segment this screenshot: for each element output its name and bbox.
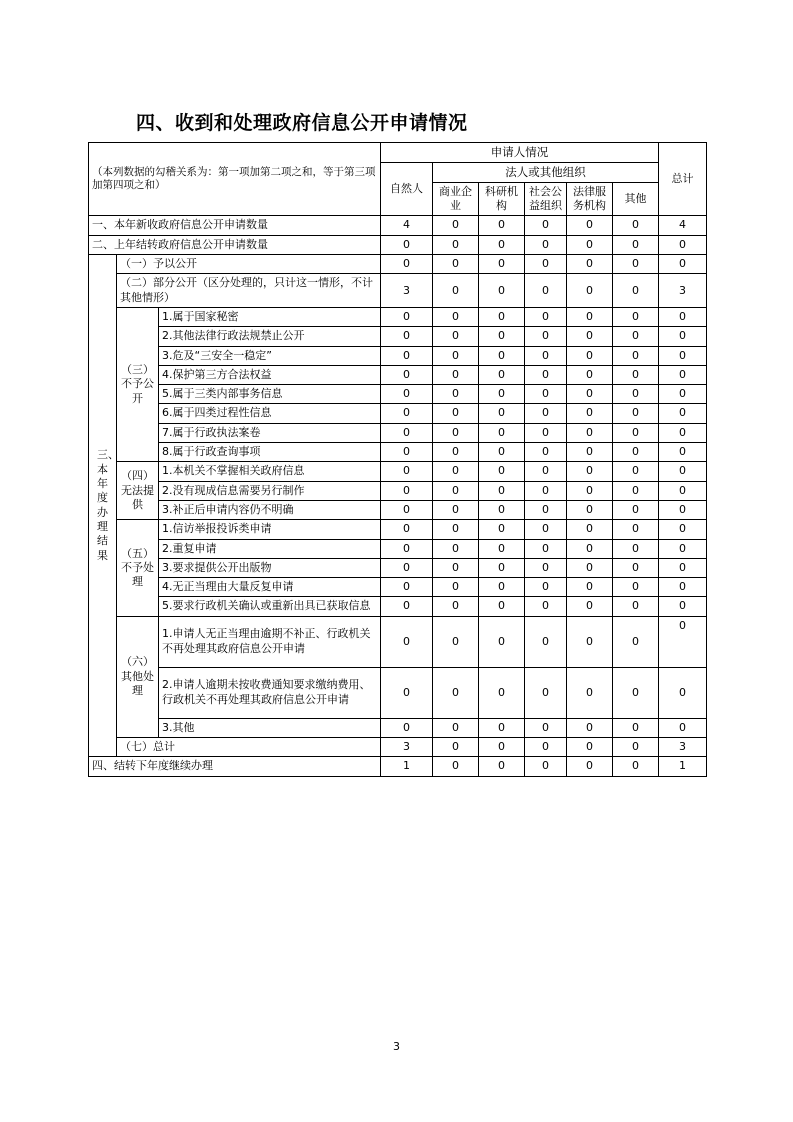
cell: 0 <box>381 385 433 404</box>
cell: 0 <box>433 578 479 597</box>
cell: 0 <box>525 385 567 404</box>
cell: 0 <box>381 462 433 481</box>
cell: 3 <box>659 274 707 308</box>
row-label-2: 二、上年结转政府信息公开申请数量 <box>89 235 381 254</box>
cell: 0 <box>525 500 567 519</box>
cell: 0 <box>381 539 433 558</box>
cell: 0 <box>433 443 479 462</box>
cell: 0 <box>433 235 479 254</box>
cell: 0 <box>479 597 525 616</box>
cell: 0 <box>479 327 525 346</box>
cell: 0 <box>479 235 525 254</box>
cell: 0 <box>613 346 659 365</box>
header-total: 总计 <box>659 143 707 216</box>
cell: 0 <box>659 404 707 423</box>
cell: 3 <box>381 274 433 308</box>
cell: 0 <box>659 327 707 346</box>
cell: 0 <box>381 558 433 577</box>
cell: 0 <box>613 423 659 442</box>
table-row <box>89 404 707 423</box>
group-label-3: （三）不予公开 <box>117 307 159 461</box>
table-row <box>89 500 707 519</box>
cell: 0 <box>567 346 613 365</box>
cell: 0 <box>525 216 567 235</box>
cell: 0 <box>567 385 613 404</box>
cell: 0 <box>525 667 567 718</box>
cell: 0 <box>525 718 567 737</box>
cell: 0 <box>381 578 433 597</box>
cell: 0 <box>613 757 659 776</box>
table-row <box>89 327 707 346</box>
cell: 0 <box>433 385 479 404</box>
row-label-5: 1.属于国家秘密 <box>159 307 381 326</box>
header-col-public-welfare: 社会公益组织 <box>525 182 567 216</box>
cell: 0 <box>479 365 525 384</box>
cell: 0 <box>613 616 659 667</box>
group-label-6: （六）其他处理 <box>117 616 159 737</box>
cell: 0 <box>525 757 567 776</box>
cell: 0 <box>659 423 707 442</box>
cell: 0 <box>659 597 707 616</box>
cell: 0 <box>567 462 613 481</box>
cell: 0 <box>659 578 707 597</box>
table-row <box>89 757 707 776</box>
cell: 0 <box>613 365 659 384</box>
table-row <box>89 597 707 616</box>
cell: 0 <box>613 539 659 558</box>
table-row <box>89 738 707 757</box>
page-title: 四、收到和处理政府信息公开申请情况 <box>136 112 468 134</box>
cell: 0 <box>433 539 479 558</box>
row-label-7: 3.危及“三安全一稳定” <box>159 346 381 365</box>
cell: 0 <box>433 327 479 346</box>
cell: 0 <box>479 558 525 577</box>
cell: 0 <box>567 539 613 558</box>
cell: 0 <box>567 597 613 616</box>
cell: 4 <box>659 216 707 235</box>
cell: 0 <box>659 307 707 326</box>
cell: 0 <box>567 216 613 235</box>
cell: 0 <box>525 597 567 616</box>
cell: 0 <box>381 667 433 718</box>
cell: 0 <box>479 578 525 597</box>
row-label-17: 2.重复申请 <box>159 539 381 558</box>
cell: 0 <box>659 520 707 539</box>
row-label-8: 4.保护第三方合法权益 <box>159 365 381 384</box>
cell: 0 <box>433 500 479 519</box>
table-row <box>89 216 707 235</box>
row-label-25: 四、结转下年度继续办理 <box>89 757 381 776</box>
row-label-15: 3.补正后申请内容仍不明确 <box>159 500 381 519</box>
cell: 0 <box>381 346 433 365</box>
table-row <box>89 235 707 254</box>
row-label-10: 6.属于四类过程性信息 <box>159 404 381 423</box>
cell: 0 <box>525 274 567 308</box>
cell: 0 <box>433 346 479 365</box>
cell: 0 <box>433 667 479 718</box>
cell: 0 <box>525 235 567 254</box>
table-row <box>89 520 707 539</box>
table-row <box>89 558 707 577</box>
cell: 0 <box>479 718 525 737</box>
cell: 0 <box>613 404 659 423</box>
cell: 0 <box>433 597 479 616</box>
cell: 0 <box>479 500 525 519</box>
row-label-12: 8.属于行政查询事项 <box>159 443 381 462</box>
cell: 0 <box>525 423 567 442</box>
row-label-3: （一）予以公开 <box>117 255 381 274</box>
cell: 1 <box>659 757 707 776</box>
cell: 0 <box>525 327 567 346</box>
cell: 0 <box>433 520 479 539</box>
cell: 0 <box>433 274 479 308</box>
cell: 0 <box>479 307 525 326</box>
cell: 0 <box>381 235 433 254</box>
cell: 0 <box>479 616 525 667</box>
row-label-1: 一、本年新收政府信息公开申请数量 <box>89 216 381 235</box>
row-label-13: 1.本机关不掌握相关政府信息 <box>159 462 381 481</box>
cell: 0 <box>567 738 613 757</box>
cell: 0 <box>525 520 567 539</box>
cell: 0 <box>613 520 659 539</box>
cell: 0 <box>381 404 433 423</box>
cell: 0 <box>433 307 479 326</box>
cell: 0 <box>525 404 567 423</box>
row-label-9: 5.属于三类内部事务信息 <box>159 385 381 404</box>
cell: 0 <box>613 216 659 235</box>
cell: 0 <box>659 481 707 500</box>
table-row <box>89 578 707 597</box>
cell: 3 <box>381 738 433 757</box>
table-row <box>89 346 707 365</box>
cell: 0 <box>613 500 659 519</box>
table-row <box>89 481 707 500</box>
cell: 0 <box>433 738 479 757</box>
cell: 0 <box>525 616 567 667</box>
table-row <box>89 423 707 442</box>
row-label-16: 1.信访举报投诉类申请 <box>159 520 381 539</box>
cell: 0 <box>659 539 707 558</box>
cell: 0 <box>433 616 479 667</box>
cell: 0 <box>479 443 525 462</box>
cell: 0 <box>525 346 567 365</box>
cell: 0 <box>613 274 659 308</box>
cell: 0 <box>659 443 707 462</box>
cell: 0 <box>525 481 567 500</box>
header-natural-person: 自然人 <box>381 162 433 216</box>
cell: 0 <box>659 255 707 274</box>
page-number: 3 <box>393 1040 400 1053</box>
cell: 0 <box>659 718 707 737</box>
row-label-21: 1.申请人无正当理由逾期不补正、行政机关不再处理其政府信息公开申请 <box>159 616 381 667</box>
cell: 0 <box>479 520 525 539</box>
header-legal-or-other: 法人或其他组织 <box>433 162 659 182</box>
cell: 0 <box>567 274 613 308</box>
cell: 0 <box>433 255 479 274</box>
cell: 0 <box>433 462 479 481</box>
cell: 0 <box>381 307 433 326</box>
cell: 0 <box>567 520 613 539</box>
cell: 0 <box>613 385 659 404</box>
row-label-6: 2.其他法律行政法规禁止公开 <box>159 327 381 346</box>
cell: 0 <box>381 500 433 519</box>
row-label-11: 7.属于行政执法案卷 <box>159 423 381 442</box>
cell: 0 <box>567 667 613 718</box>
cell: 0 <box>567 718 613 737</box>
cell: 0 <box>433 718 479 737</box>
cell: 0 <box>525 558 567 577</box>
cell: 0 <box>659 667 707 718</box>
cell: 0 <box>433 365 479 384</box>
table-header-row-1 <box>89 143 707 163</box>
cell: 0 <box>479 216 525 235</box>
cell: 0 <box>479 423 525 442</box>
cell: 0 <box>613 327 659 346</box>
header-col-research: 科研机构 <box>479 182 525 216</box>
cell: 0 <box>381 481 433 500</box>
note-cell: （本列数据的勾稽关系为：第一项加第二项之和，等于第三项加第四项之和） <box>89 143 381 216</box>
cell: 0 <box>613 597 659 616</box>
cell: 0 <box>567 578 613 597</box>
row-label-22: 2.申请人逾期未按收费通知要求缴纳费用、行政机关不再处理其政府信息公开申请 <box>159 667 381 718</box>
cell: 0 <box>381 718 433 737</box>
cell: 0 <box>479 274 525 308</box>
cell: 0 <box>433 757 479 776</box>
cell: 0 <box>433 558 479 577</box>
cell: 0 <box>433 481 479 500</box>
cell: 0 <box>567 365 613 384</box>
cell: 0 <box>525 443 567 462</box>
cell: 0 <box>381 520 433 539</box>
cell: 4 <box>381 216 433 235</box>
table-row <box>89 462 707 481</box>
row-label-14: 2.没有现成信息需要另行制作 <box>159 481 381 500</box>
cell: 0 <box>479 385 525 404</box>
cell: 0 <box>433 404 479 423</box>
table-row <box>89 616 707 667</box>
cell: 0 <box>381 443 433 462</box>
table-row <box>89 443 707 462</box>
row-label-18: 3.要求提供公开出版物 <box>159 558 381 577</box>
cell: 0 <box>567 616 613 667</box>
cell: 0 <box>567 757 613 776</box>
cell: 0 <box>381 616 433 667</box>
cell: 0 <box>525 462 567 481</box>
cell: 0 <box>479 757 525 776</box>
header-col-other: 其他 <box>613 182 659 216</box>
group-label-4: （四）无法提供 <box>117 462 159 520</box>
cell: 0 <box>433 216 479 235</box>
cell: 0 <box>567 481 613 500</box>
group-label-section3: 三、本年度办理结果 <box>89 255 117 757</box>
group-label-5: （五）不予处理 <box>117 520 159 616</box>
table-row <box>89 274 707 308</box>
cell: 0 <box>479 738 525 757</box>
cell: 0 <box>659 616 707 667</box>
row-label-20: 5.要求行政机关确认或重新出具已获取信息 <box>159 597 381 616</box>
cell: 0 <box>659 558 707 577</box>
cell: 0 <box>567 423 613 442</box>
cell: 0 <box>613 718 659 737</box>
cell: 0 <box>613 481 659 500</box>
row-label-4: （二）部分公开（区分处理的，只计这一情形，不计其他情形） <box>117 274 381 308</box>
cell: 0 <box>613 738 659 757</box>
disclosure-request-table <box>88 142 707 777</box>
cell: 0 <box>659 365 707 384</box>
cell: 0 <box>567 558 613 577</box>
cell: 0 <box>613 255 659 274</box>
cell: 0 <box>479 462 525 481</box>
cell: 0 <box>479 346 525 365</box>
cell: 0 <box>525 255 567 274</box>
cell: 0 <box>659 385 707 404</box>
cell: 0 <box>659 235 707 254</box>
cell: 0 <box>613 462 659 481</box>
cell: 0 <box>525 365 567 384</box>
cell: 0 <box>381 597 433 616</box>
cell: 0 <box>659 500 707 519</box>
cell: 3 <box>659 738 707 757</box>
cell: 0 <box>567 235 613 254</box>
table-row <box>89 667 707 718</box>
row-label-23: 3.其他 <box>159 718 381 737</box>
cell: 0 <box>525 307 567 326</box>
cell: 0 <box>613 307 659 326</box>
cell: 0 <box>381 365 433 384</box>
header-col-legal-service: 法律服务机构 <box>567 182 613 216</box>
cell: 0 <box>567 500 613 519</box>
cell: 0 <box>525 578 567 597</box>
cell: 0 <box>479 481 525 500</box>
table-row <box>89 307 707 326</box>
table-row <box>89 539 707 558</box>
header-col-business: 商业企业 <box>433 182 479 216</box>
cell: 0 <box>567 255 613 274</box>
cell: 0 <box>659 462 707 481</box>
table-row <box>89 718 707 737</box>
row-label-24: （七）总计 <box>117 738 381 757</box>
cell: 0 <box>613 667 659 718</box>
cell: 0 <box>479 255 525 274</box>
row-label-19: 4.无正当理由大量反复申请 <box>159 578 381 597</box>
cell: 0 <box>567 327 613 346</box>
header-applicant-situation: 申请人情况 <box>381 143 659 163</box>
cell: 0 <box>613 578 659 597</box>
cell: 0 <box>479 667 525 718</box>
cell: 0 <box>567 307 613 326</box>
cell: 0 <box>525 738 567 757</box>
cell: 0 <box>525 539 567 558</box>
cell: 0 <box>613 443 659 462</box>
cell: 0 <box>659 346 707 365</box>
cell: 0 <box>381 423 433 442</box>
table-row <box>89 385 707 404</box>
cell: 0 <box>567 404 613 423</box>
cell: 0 <box>567 443 613 462</box>
cell: 0 <box>613 235 659 254</box>
cell: 0 <box>381 327 433 346</box>
table-row <box>89 255 707 274</box>
cell: 1 <box>381 757 433 776</box>
cell: 0 <box>479 404 525 423</box>
cell: 0 <box>433 423 479 442</box>
cell: 0 <box>479 539 525 558</box>
cell: 0 <box>381 255 433 274</box>
cell: 0 <box>613 558 659 577</box>
table-row <box>89 365 707 384</box>
